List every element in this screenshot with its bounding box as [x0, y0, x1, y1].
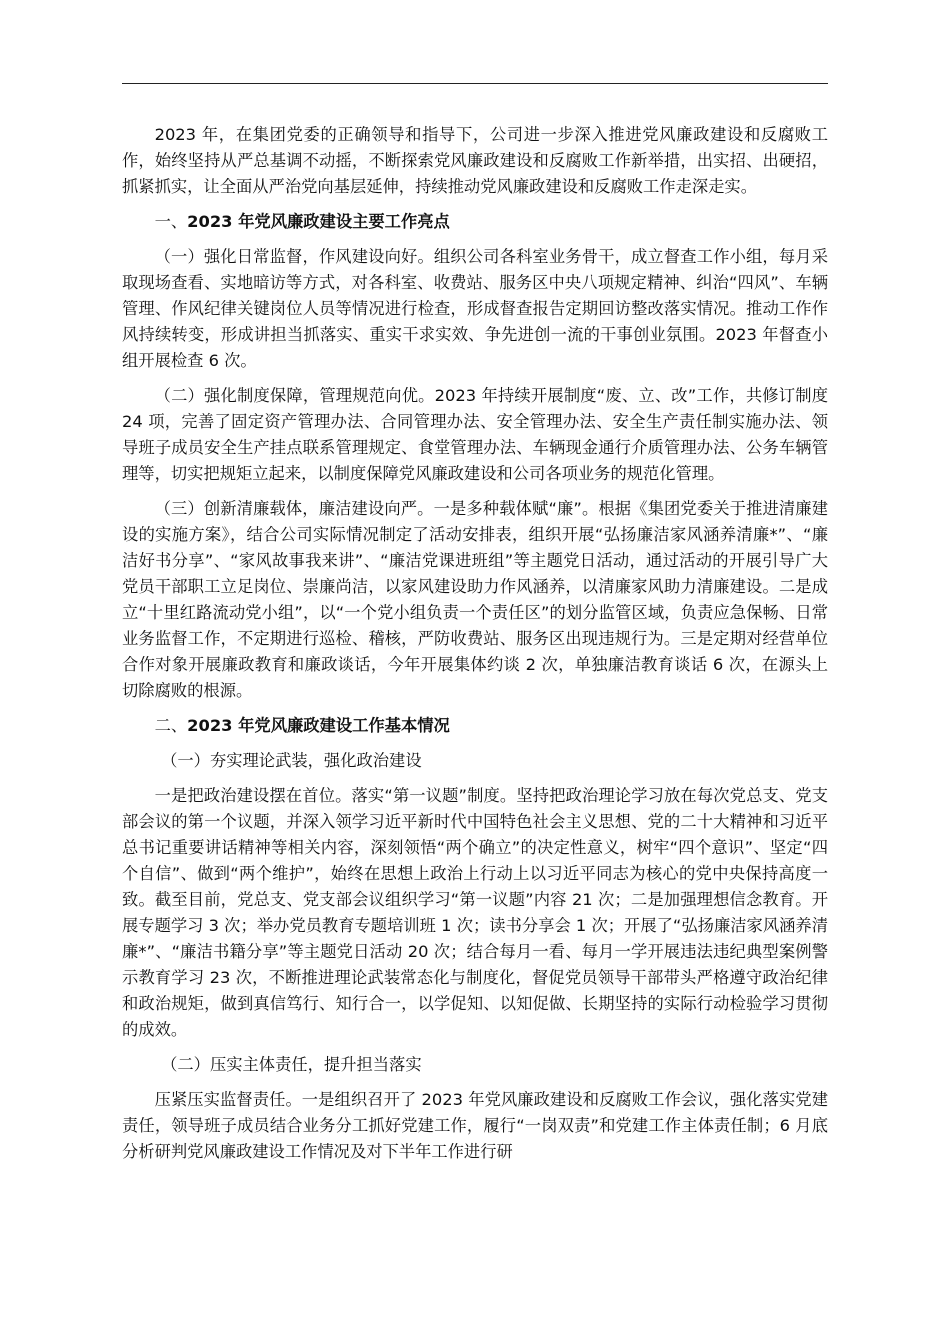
section-1-item-2: （二）强化制度保障，管理规范向优。2023 年持续开展制度“废、立、改”工作，共修订制度 24 项，完善了固定资产管理办法、合同管理办法、安全管理办法、安全生产责任制实施办法、领导班子成员安全生产挂点联系管理规定、食堂管理办法、车辆现金通行介质管理办法、公务车辆管理等，切实把规矩立起来，以制度保障党风廉政建设和公司各项业务的规范化管理。 [122, 386, 828, 483]
section-1-prefix: 一、 [154, 212, 188, 231]
document-body [122, 122, 828, 1174]
section-2-heading [122, 713, 828, 739]
section-2-prefix: 二、 [154, 716, 188, 735]
section-1-heading [122, 209, 828, 235]
intro-paragraph: 2023 年，在集团党委的正确领导和指导下，公司进一步深入推进党风廉政建设和反腐败工作，始终坚持从严总基调不动摇，不断探索党风廉政建设和反腐败工作新举措，出实招、出硬招，抓紧抓实，让全面从严治党向基层延伸，持续推动党风廉政建设和反腐败工作走深走实。 [122, 125, 828, 196]
section-2-title: 2023 年党风廉政建设工作基本情况 [187, 716, 450, 735]
section-2-sub-1-body: 一是把政治建设摆在首位。落实“第一议题”制度。坚持把政治理论学习放在每次党总支、党支部会议的第一个议题，并深入领学习近平新时代中国特色社会主义思想、党的二十大精神和习近平总书记重要讲话精神等相关内容，深刻领悟“两个确立”的决定性意义，树牢“四个意识”、坚定“四个自信”、做到“两个维护”，始终在思想上政治上行动上以习近平同志为核心的党中央保持高度一致。截至目前，党总支、党支部会议组织学习“第一议题”内容 21 次；二是加强理想信念教育。开展专题学习 3 次；举办党员教育专题培训班 1 次；读书分享会 1 次；开展了“弘扬廉洁家风涵养清廉*”、“廉洁书籍分享”等主题党日活动 20 次；结合每月一看、每月一学开展违法违纪典型案例警示教育学习 23 次，不断推进理论武装常态化与制度化，督促党员领导干部带头严格遵守政治纪律和政治规矩，做到真信笃行、知行合一，以学促知、以知促做、长期坚持的实际行动检验学习贯彻的成效。 [122, 786, 828, 1039]
section-1-item-1: （一）强化日常监督，作风建设向好。组织公司各科室业务骨干，成立督查工作小组，每月采取现场查看、实地暗访等方式，对各科室、收费站、服务区中央八项规定精神、纠治“四风”、车辆管理、作风纪律关键岗位人员等情况进行检查，形成督查报告定期回访整改落实情况。推动工作作风持续转变，形成讲担当抓落实、重实干求实效、争先进创一流的干事创业氛围。2023 年督查小组开展检查 6 次。 [122, 247, 828, 370]
section-2-sub-2-title: （二）压实主体责任，提升担当落实 [161, 1055, 422, 1074]
header-rule [122, 83, 828, 84]
section-2-sub-1-title: （一）夯实理论武装，强化政治建设 [161, 751, 422, 770]
section-1-item-3: （三）创新清廉载体，廉洁建设向严。一是多种载体赋“廉”。根据《集团党委关于推进清廉建设的实施方案》，结合公司实际情况制定了活动安排表，组织开展“弘扬廉洁家风涵养清廉*”、“廉洁好书分享”、“家风故事我来讲”、“廉洁党课进班组”等主题党日活动，通过活动的开展引导广大党员干部职工立足岗位、崇廉尚洁，以家风建设助力作风涵养，以清廉家风助力清廉建设。二是成立“十里红路流动党小组”，以“一个党小组负责一个责任区”的划分监管区域，负责应急保畅、日常业务监督工作，不定期进行巡检、稽核，严防收费站、服务区出现违规行为。三是定期对经营单位合作对象开展廉政教育和廉政谈话，今年开展集体约谈 2 次，单独廉洁教育谈话 6 次，在源头上切除腐败的根源。 [122, 499, 828, 700]
section-2-sub-2-body: 压紧压实监督责任。一是组织召开了 2023 年党风廉政建设和反腐败工作会议，强化落实党建责任，领导班子成员结合业务分工抓好党建工作，履行“一岗双责”和党建工作主体责任制；6 月底分析研判党风廉政建设工作情况及对下半年工作进行研 [122, 1090, 828, 1161]
section-1-title: 2023 年党风廉政建设主要工作亮点 [187, 212, 450, 231]
